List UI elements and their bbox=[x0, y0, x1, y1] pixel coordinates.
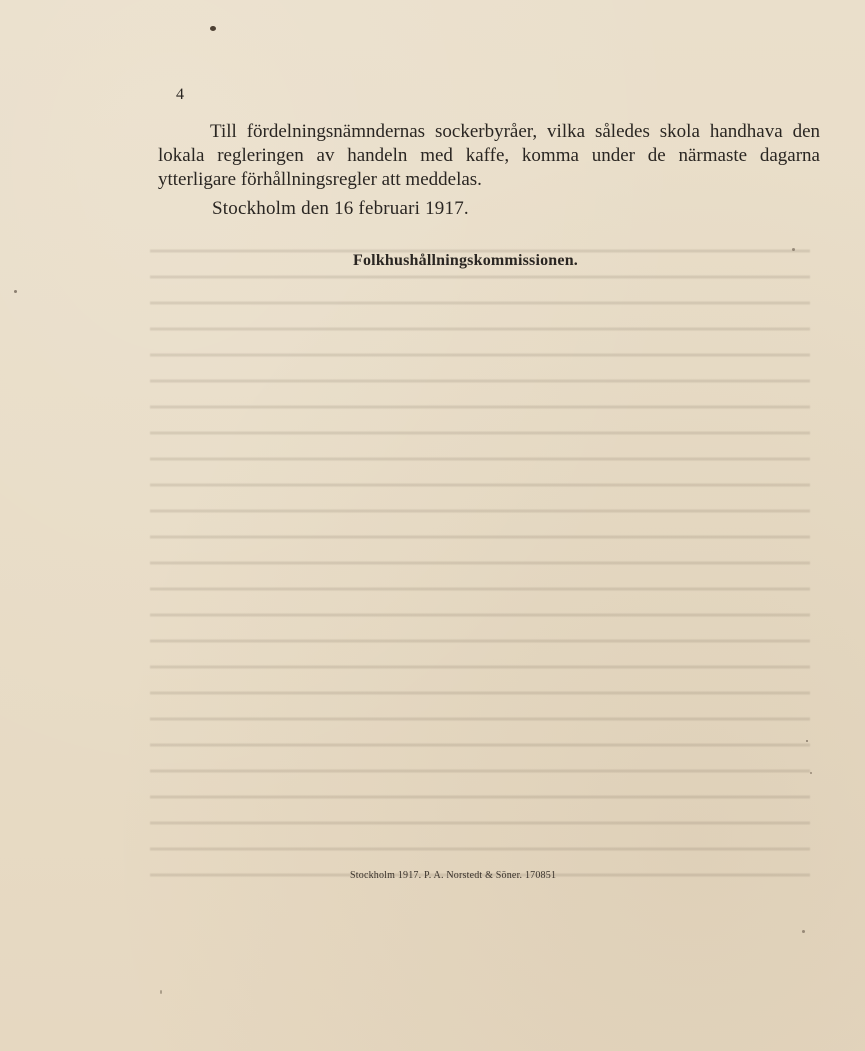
paper-speck bbox=[160, 990, 162, 994]
signature: Folkhushållningskommissionen. bbox=[353, 252, 578, 269]
paper-speck bbox=[14, 290, 17, 293]
paper-speck bbox=[810, 772, 812, 774]
paper-speck bbox=[806, 740, 808, 742]
date-line: Stockholm den 16 februari 1917. bbox=[212, 198, 469, 219]
page-number: 4 bbox=[176, 86, 185, 103]
paper-speck bbox=[210, 26, 216, 31]
paper-speck bbox=[792, 248, 795, 251]
printer-imprint: Stockholm 1917. P. A. Norstedt & Söner. 170851 bbox=[350, 870, 557, 881]
show-through-texture bbox=[150, 235, 810, 885]
paper-speck bbox=[802, 930, 805, 933]
body-paragraph: Till fördelningsnämndernas sockerbyråer, vilka således skola handhava den lokala regleringen av handeln med kaffe, komma under de närmaste dagarna ytterligare förhållningsregler att meddelas. bbox=[158, 121, 820, 190]
